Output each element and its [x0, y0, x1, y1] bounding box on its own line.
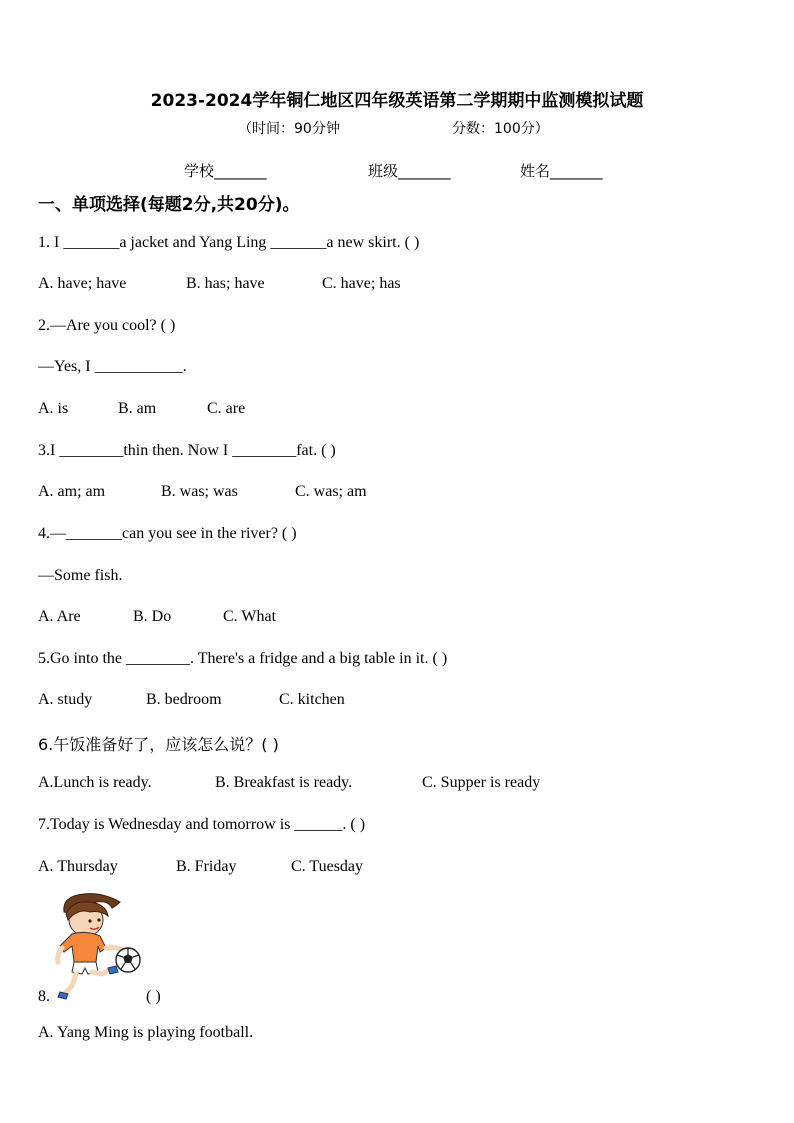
school-field: 学校_______ — [184, 162, 267, 180]
q3-option-a: A. am; am — [38, 483, 106, 500]
question-2: 2.—Are you cool? ( ) — [38, 317, 176, 334]
q2-option-c: C. are — [207, 400, 246, 417]
class-field: 班级_______ — [368, 162, 451, 180]
q1-option-c: C. have; has — [322, 275, 401, 292]
q6-option-c: C. Supper is ready — [422, 774, 541, 791]
q3-option-c: C. was; am — [295, 483, 367, 500]
q8-option-a: A. Yang Ming is playing football. — [38, 1024, 254, 1041]
q1-option-b: B. has; have — [186, 275, 265, 292]
question-8-paren: ( ) — [146, 988, 161, 1005]
page-title: 2023-2024学年铜仁地区四年级英语第二学期期中监测模拟试题 — [150, 91, 644, 111]
q7-option-b: B. Friday — [176, 858, 237, 875]
q5-option-c: C. kitchen — [279, 691, 345, 708]
q6-option-a: A.Lunch is ready. — [38, 774, 152, 791]
question-3: 3.I ________thin then. Now I ________fat. ( ) — [38, 442, 336, 459]
q4-option-b: B. Do — [133, 608, 172, 625]
question-6: 6.午饭准备好了，应该怎么说？( ) — [38, 735, 279, 754]
section-title: 一、单项选择(每题2分,共20分)。 — [38, 195, 300, 215]
q6-option-b: B. Breakfast is ready. — [215, 774, 353, 791]
name-field: 姓名_______ — [520, 162, 603, 180]
exam-score: 分数：100分） — [452, 121, 549, 137]
q4-option-a: A. Are — [38, 608, 81, 625]
q2-option-a: A. is — [38, 400, 69, 417]
q1-option-a: A. have; have — [38, 275, 127, 292]
question-7: 7.Today is Wednesday and tomorrow is ______. ( ) — [38, 816, 366, 833]
q2-option-b: B. am — [118, 400, 157, 417]
question-5: 5.Go into the ________. There's a fridge and a big table in it. ( ) — [38, 650, 448, 667]
question-1: 1. I _______a jacket and Yang Ling _______a new skirt. ( ) — [38, 234, 420, 251]
q4-option-c: C. What — [223, 608, 277, 625]
exam-time: （时间：90分钟 — [238, 121, 340, 137]
q5-option-b: B. bedroom — [146, 691, 222, 708]
q3-option-b: B. was; was — [161, 483, 238, 500]
boy-kicking-football-illustration — [50, 890, 146, 1000]
question-4: 4.—_______can you see in the river? ( ) — [38, 525, 297, 542]
question-4-answer: —Some fish. — [38, 567, 123, 584]
question-8-number: 8. — [38, 988, 50, 1005]
q5-option-a: A. study — [38, 691, 93, 708]
question-2-answer: —Yes, I ___________. — [38, 358, 187, 375]
q7-option-a: A. Thursday — [38, 858, 118, 875]
q7-option-c: C. Tuesday — [291, 858, 364, 875]
